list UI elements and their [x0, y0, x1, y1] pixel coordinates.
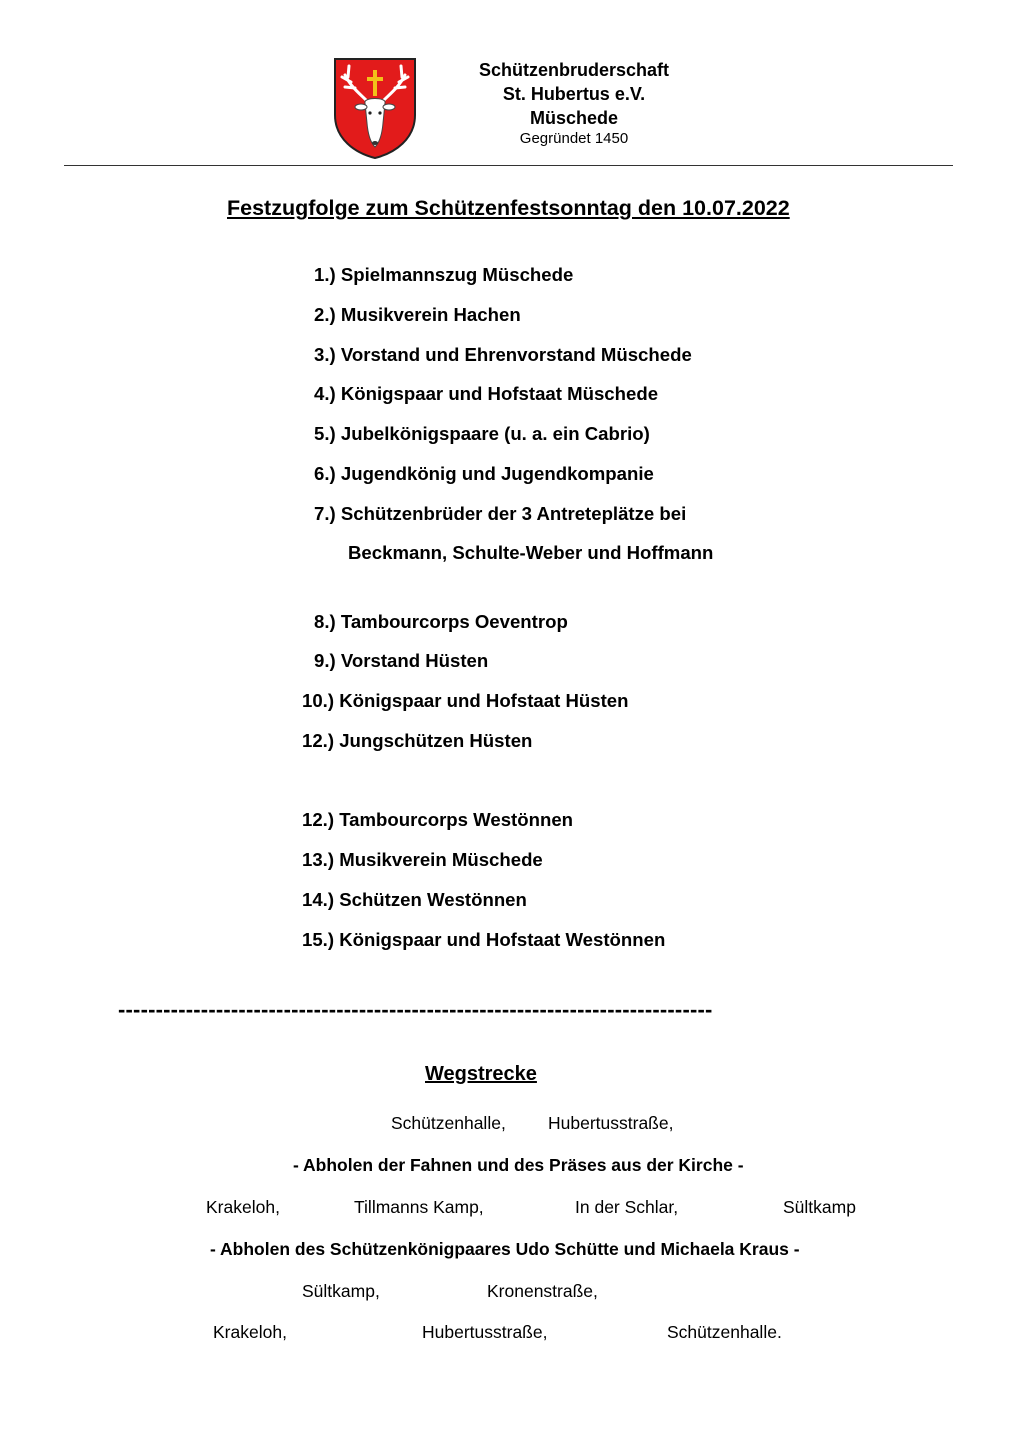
- founded-year: Gegründet 1450: [519, 130, 629, 147]
- route-stop: Schützenhalle,: [391, 1113, 506, 1133]
- procession-item: 7.) Schützenbrüder der 3 Antreteplätze bei: [314, 503, 687, 524]
- procession-item: 4.) Königspaar und Hofstaat Müschede: [314, 383, 659, 404]
- route-stop: Sültkamp,: [302, 1281, 380, 1301]
- procession-item: 2.) Musikverein Hachen: [314, 304, 521, 325]
- procession-item: 3.) Vorstand und Ehrenvorstand Müschede: [314, 344, 692, 365]
- route-stop: In der Schlar,: [575, 1197, 679, 1217]
- route-note: - Abholen der Fahnen und des Präses aus der Kirche -: [293, 1155, 744, 1175]
- route-title: Wegstrecke: [425, 1063, 537, 1085]
- procession-item: 8.) Tambourcorps Oeventrop: [314, 611, 568, 632]
- route-stop: Krakeloh,: [213, 1322, 287, 1342]
- procession-item: 5.) Jubelkönigspaare (u. a. ein Cabrio): [314, 423, 650, 444]
- dashed-separator: -------------------------------------------------------------------------------: [118, 997, 713, 1022]
- procession-item: 6.) Jugendkönig und Jugendkompanie: [314, 463, 654, 484]
- route-stop: Schützenhalle.: [667, 1322, 782, 1342]
- procession-item: 12.) Tambourcorps Westönnen: [302, 809, 574, 830]
- route-stop: Kronenstraße,: [487, 1281, 598, 1301]
- route-note: - Abholen des Schützenkönigpaares Udo Schütte und Michaela Kraus -: [210, 1239, 800, 1259]
- header-divider: [64, 165, 953, 166]
- coat-of-arms-icon: [333, 57, 417, 159]
- route-stop: Hubertusstraße,: [548, 1113, 674, 1133]
- procession-item: 9.) Vorstand Hüsten: [314, 650, 489, 671]
- route-stop: Krakeloh,: [206, 1197, 280, 1217]
- procession-item: 12.) Jungschützen Hüsten: [302, 730, 533, 751]
- procession-item: 10.) Königspaar und Hofstaat Hüsten: [302, 690, 629, 711]
- route-stop: Tillmanns Kamp,: [354, 1197, 484, 1217]
- document-title: Festzugfolge zum Schützenfestsonntag den 10.07.2022: [227, 196, 790, 220]
- procession-item: 1.) Spielmannszug Müschede: [314, 264, 574, 285]
- org-name-line3: Müschede: [529, 108, 619, 128]
- route-stop: Hubertusstraße,: [422, 1322, 548, 1342]
- org-name-line2: St. Hubertus e.V.: [502, 84, 646, 104]
- procession-item: 15.) Königspaar und Hofstaat Westönnen: [302, 929, 666, 950]
- org-name-line1: Schützenbruderschaft: [478, 60, 670, 80]
- procession-item: 14.) Schützen Westönnen: [302, 889, 527, 910]
- procession-item-continuation: Beckmann, Schulte-Weber und Hoffmann: [348, 542, 714, 563]
- route-stop: Sültkamp: [783, 1197, 856, 1217]
- procession-item: 13.) Musikverein Müschede: [302, 849, 543, 870]
